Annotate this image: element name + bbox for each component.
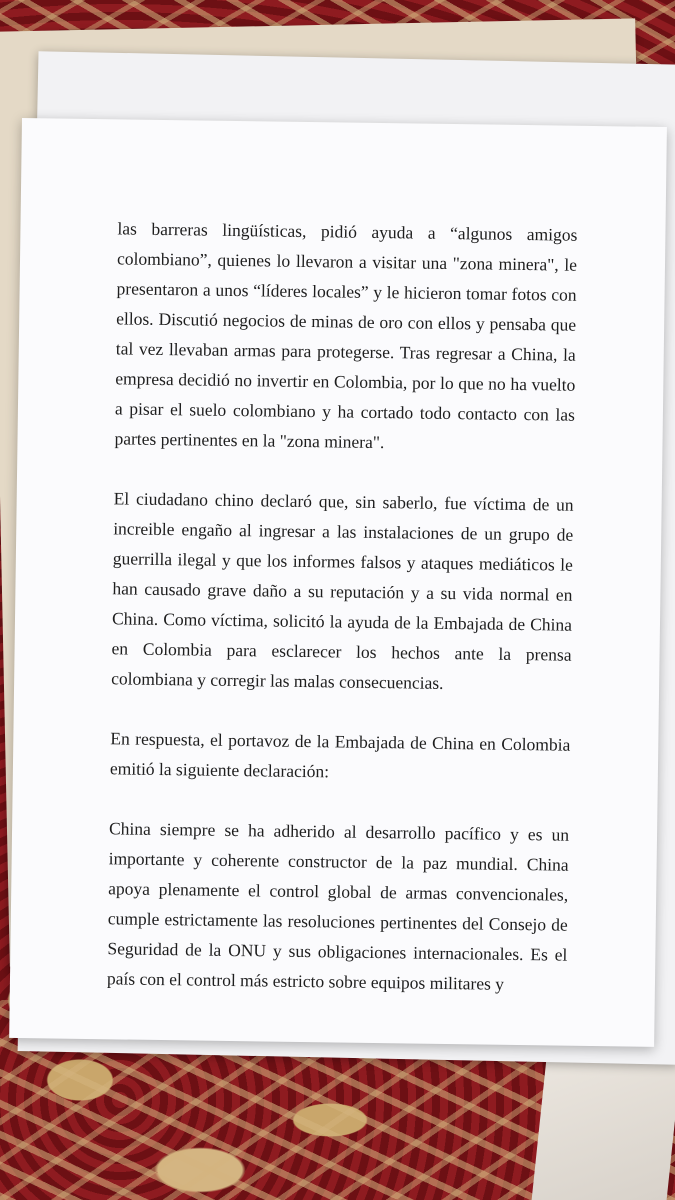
paragraph-3: En respuesta, el portavoz de la Embajada de China en Colombia emitió la siguiente declaración: — [109, 728, 571, 782]
paragraph-2: El ciudadano chino declaró que, sin saberlo, fue víctima de un increible engaño al ingresar a las instalaciones de un grupo de guerrilla ilegal y que los informes falsos y ataques mediáticos le han causado grave daño a su reputación y a su vida normal en China. Como víctima, solicitó la ayuda de la Embajada de China en Colombia para esclarecer los hechos ante la prensa colombiana y corregir las malas consecuencias. — [111, 488, 574, 693]
document-body — [106, 213, 577, 1029]
paragraph-1: las barreras lingüísticas, pidió ayuda a “algunos amigos colombiano”, quienes lo llevaron a visitar una "zona minera", le presentaron a unos “líderes locales” y le hicieron tomar fotos con ellos. Discutió negocios de minas de oro con ellos y pensaba que tal vez llevaban armas para protegerse. Tras regresar a China, la empresa decidió no invertir en Colombia, por lo que no ha vuelto a pisar el suelo colombiano y ha cortado todo contacto con las partes pertinentes en la "zona minera". — [114, 218, 578, 453]
paragraph-4: China siempre se ha adherido al desarrollo pacífico y es un importante y coherente constructor de la paz mundial. China apoya plenamente el control global de armas convencionales, cumple estrictamente las resoluciones pertinentes del Consejo de Seguridad de la ONU y sus obligaciones internacionales. Es el país con el control más estricto sobre equipos militares y — [106, 818, 570, 994]
document-page — [9, 118, 667, 1047]
